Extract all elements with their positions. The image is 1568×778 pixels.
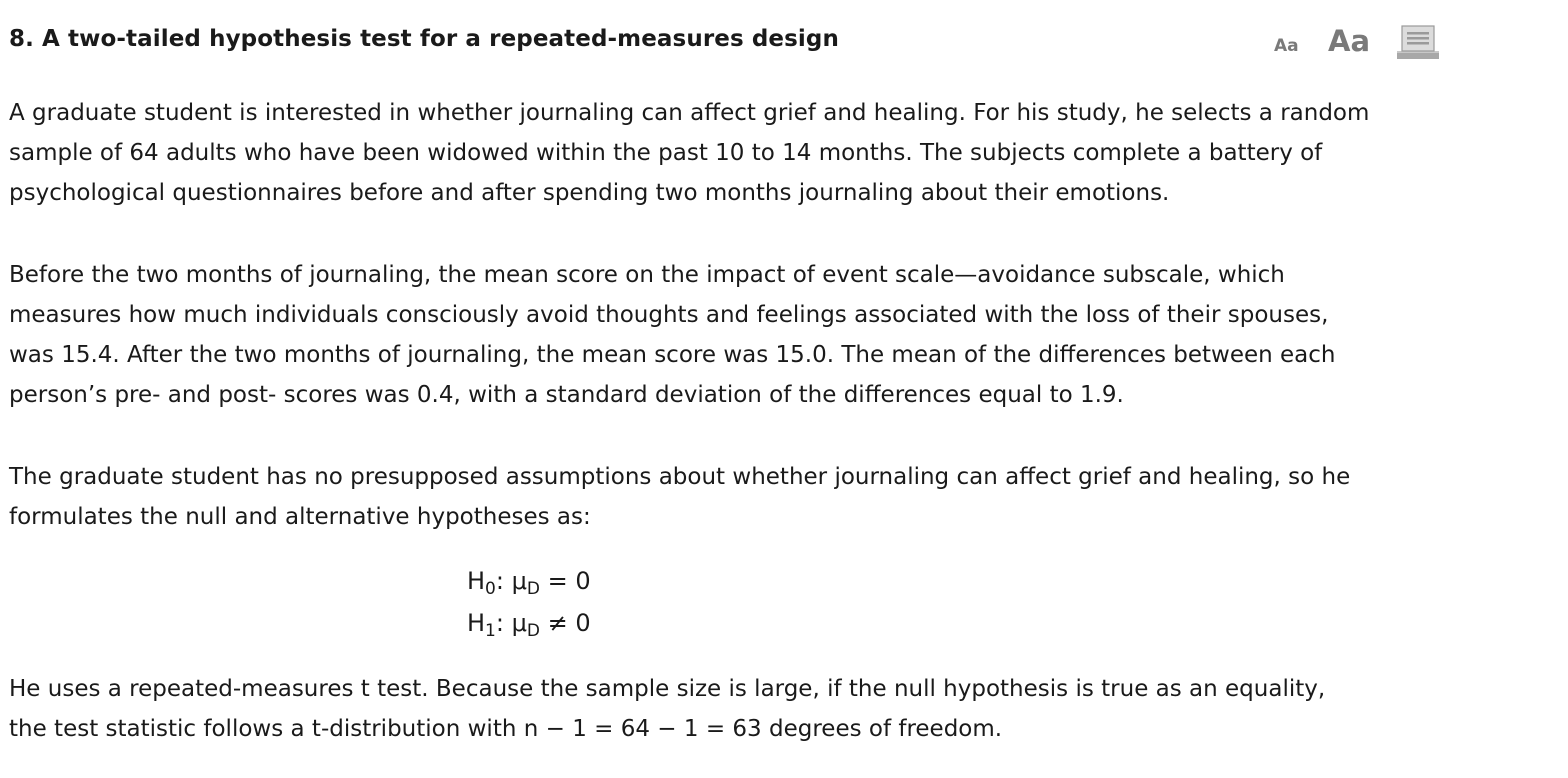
hypothesis-symbol: H: [467, 609, 486, 637]
hypothesis-subscript: 0: [485, 579, 496, 599]
text-line: psychological questionnaires before and after spending two months journaling about their emotions.: [9, 180, 1170, 206]
hypothesis-subscript: 1: [485, 621, 496, 641]
text-line: The graduate student has no presupposed assumptions about whether journaling can affect grief and healing, so he: [9, 464, 1351, 490]
text-line: Before the two months of journaling, the mean score on the impact of event scale—avoidance subscale, which: [9, 262, 1285, 288]
text-toolbar: [1272, 22, 1442, 62]
text-line: formulates the null and alternative hypotheses as:: [9, 504, 591, 530]
text-line: A graduate student is interested in whether journaling can affect grief and healing. For his study, he selects a random: [9, 100, 1370, 126]
null-hypothesis: $H_0$: $\mu_D = 0$: [467, 567, 591, 599]
text-line: measures how much individuals consciously avoid thoughts and feelings associated with the loss of their spouses,: [9, 302, 1329, 328]
hypothesis-relation: = 0: [547, 567, 591, 595]
test-description-paragraph: [9, 669, 1459, 749]
print-icon[interactable]: [1396, 24, 1440, 60]
parameter-symbol: μ: [511, 567, 527, 595]
text-line: sample of 64 adults who have been widowed within the past 10 to 14 months. The subjects complete a battery of: [9, 140, 1323, 166]
parameter-subscript: D: [526, 579, 540, 599]
increase-font-button[interactable]: Aa: [1328, 24, 1371, 58]
hypotheses-intro-paragraph: [9, 457, 1459, 537]
scores-paragraph: [9, 255, 1459, 415]
text-line: the test statistic follows a t-distribution with n − 1 = 64 − 1 = 63 degrees of freedom.: [9, 716, 1003, 742]
text-line: He uses a repeated-measures t test. Because the sample size is large, if the null hypothesis is true as an equality,: [9, 676, 1326, 702]
alternative-hypothesis: $H_1$: $\mu_D \ne 0$: [467, 609, 591, 641]
hypothesis-relation: ≠ 0: [547, 609, 591, 637]
question-title: 8. A two-tailed hypothesis test for a repeated-measures design: [9, 26, 839, 52]
parameter-subscript: D: [526, 621, 540, 641]
text-line: person’s pre- and post- scores was 0.4, with a standard deviation of the differences equal to 1.9.: [9, 382, 1124, 408]
intro-paragraph: [9, 93, 1459, 213]
hypothesis-symbol: H: [467, 567, 486, 595]
decrease-font-button[interactable]: Aa: [1274, 36, 1299, 56]
parameter-symbol: μ: [511, 609, 527, 637]
text-line: was 15.4. After the two months of journaling, the mean score was 15.0. The mean of the differences between each: [9, 342, 1336, 368]
